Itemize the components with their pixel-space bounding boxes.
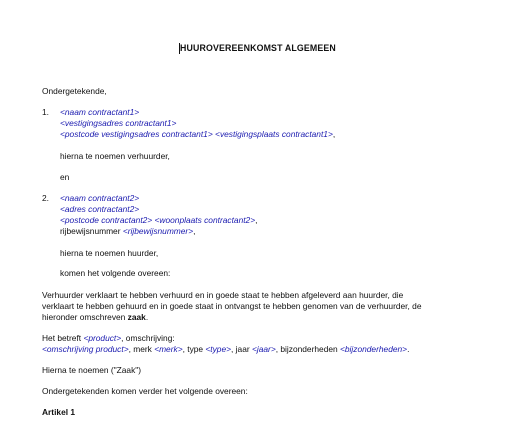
party2-license: <rijbewijsnummer> [122, 226, 194, 236]
details-label: , bijzonderheden [275, 344, 340, 354]
party1-address: <vestigingsadres contractant1> [60, 118, 177, 128]
party1-place-suffix: , [332, 129, 336, 139]
product-prefix: Het betreft [42, 333, 84, 343]
product-placeholder: <product> [83, 333, 122, 343]
party1-place: <vestigingsplaats contractant1> [215, 129, 333, 139]
and-word: en [60, 172, 70, 182]
party1-postcode: <postcode vestigingsadres contractant1> [60, 129, 213, 139]
article-heading: Artikel 1 [42, 407, 76, 417]
document-title: HUUROVEREENKOMST ALGEMEEN [180, 43, 336, 53]
party2-license-line [60, 226, 195, 236]
brand-label: , merk [128, 344, 155, 354]
party2-license-prefix: rijbewijsnummer [60, 226, 123, 236]
paragraph1-line2: verklaart te hebben gehuurd en in goede staat in ontvangst te hebben genomen van de verhuurder, de [42, 301, 422, 311]
party2-license-suffix: , [193, 226, 196, 236]
brand-placeholder: <merk> [154, 344, 183, 354]
product-details-line [42, 344, 409, 354]
type-label: , type [182, 344, 206, 354]
product-end: . [407, 344, 410, 354]
party1-postcode-line [60, 129, 335, 139]
paragraph1-zaak: zaak [127, 312, 146, 322]
intro-text: Ondergetekende, [42, 86, 107, 96]
further-text: Ondergetekenden komen verder het volgende overeen: [42, 386, 248, 396]
party2-name: <naam contractant2> [60, 193, 140, 203]
party2-place: <woonplaats contractant2> [154, 215, 256, 225]
party2-number: 2. [42, 193, 49, 203]
named-text: Hierna te noemen ("Zaak") [42, 365, 142, 375]
paragraph1-line1: Verhuurder verklaart te hebben verhuurd en in goede staat te hebben afgeleverd aan huurder, die [42, 290, 404, 300]
agree-text: komen het volgende overeen: [60, 268, 171, 278]
paragraph1-line3-suffix: . [145, 312, 149, 322]
party1-name: <naam contractant1> [60, 107, 140, 117]
product-description: <omschrijving product> [42, 344, 129, 354]
party1-role: hierna te noemen verhuurder, [60, 151, 170, 161]
party2-role: hierna te noemen huurder, [60, 248, 159, 258]
year-label: , jaar [231, 344, 252, 354]
party2-address: <adres contractant2> [60, 204, 140, 214]
party1-number: 1. [42, 107, 49, 117]
product-after: , omschrijving: [121, 333, 175, 343]
year-placeholder: <jaar> [251, 344, 276, 354]
party2-postcode-line [60, 215, 257, 225]
party2-place-suffix: , [255, 215, 258, 225]
paragraph1-line3 [42, 312, 148, 322]
paragraph1-line3-prefix: hieronder omschreven [42, 312, 128, 322]
type-placeholder: <type> [205, 344, 232, 354]
party2-postcode: <postcode contractant2> [60, 215, 153, 225]
product-line [42, 333, 175, 343]
details-placeholder: <bijzonderheden> [340, 344, 408, 354]
